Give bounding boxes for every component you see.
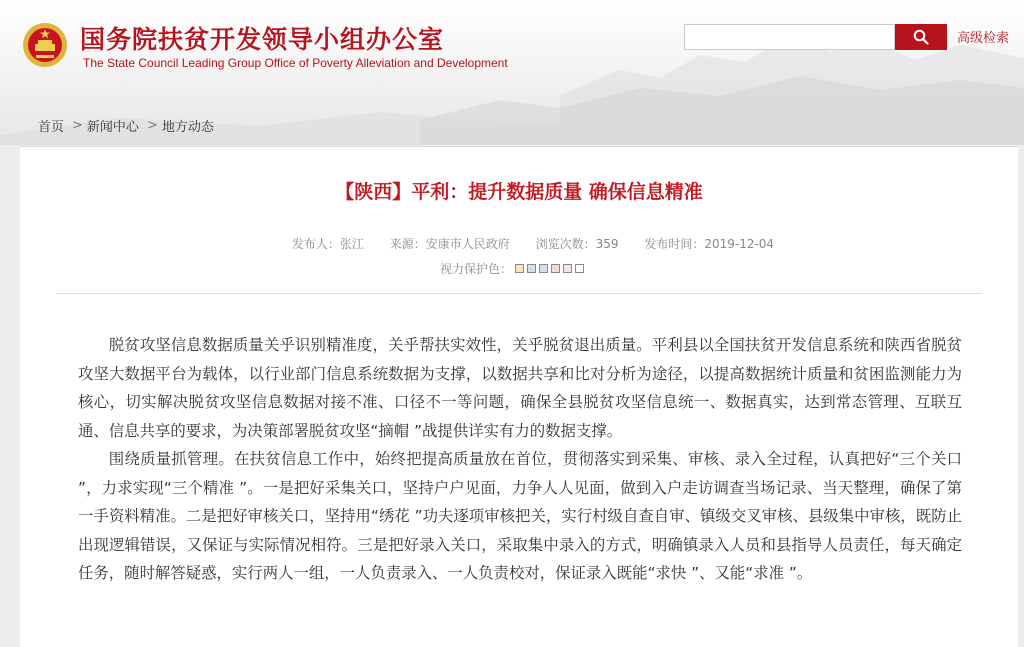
chevron-right-icon: > (146, 118, 158, 133)
breadcrumb-home[interactable]: 首页 (38, 120, 65, 135)
article-paragraph: 脱贫攻坚信息数据质量关乎识别精准度，关乎帮扶实效性，关乎脱贫退出质量。平利县以全国扶贫开发信息系统和陕西省脱贫攻坚大数据平台为载体，以行业部门信息系统数据为支撑，以数据共享和比对分析为途径，以提高数据统计质量和贫困监测能力为核心，切实解决脱贫攻坚信息数据对接不准、口径不一等问题，确保全县脱贫攻坚信息统一、数据真实，达到常态管理、互联互通、信息共享的要求，为决策部署脱贫攻坚“摘帽 ”战提供详实有力的数据支撑。 (78, 336, 962, 440)
color-swatch-pink[interactable] (551, 264, 560, 273)
breadcrumb-local[interactable]: 地方动态 (161, 120, 214, 135)
divider (56, 293, 982, 294)
chevron-right-icon: > (72, 118, 83, 133)
site-title: 国务院扶贫开发领导小组办公室 (80, 25, 445, 54)
eye-protection-colors (440, 260, 584, 277)
article-date: 发布时间：2019-12-04 (644, 237, 775, 251)
advanced-search-link[interactable]: 高级检索 (957, 31, 1010, 46)
breadcrumb-news[interactable]: 新闻中心 (86, 120, 139, 135)
national-emblem-icon (22, 22, 68, 68)
search-button[interactable] (895, 24, 947, 50)
color-swatch-white[interactable] (575, 264, 584, 273)
article-title: 【陕西】平利：提升数据质量 确保信息精准 (335, 181, 703, 203)
article-source: 来源：安康市人民政府 (389, 237, 510, 251)
article-body (78, 331, 962, 588)
eye-protection-label: 视力保护色： (440, 262, 513, 276)
color-swatch-cyan[interactable] (527, 264, 536, 273)
article-paragraph: 围绕质量抓管理。在扶贫信息工作中，始终把提高质量放在首位，贯彻落实到采集、审核、录入全过程，认真把好“三个关口 ”，力求实现“三个精准 ”。一是把好采集关口，坚持户户见面，力争人人见面，做到入户走访调查当场记录、当天整理，确保了第一手资料精准。二是把好审核关口，坚持用“绣花 ”功夫逐项审核把关，实行村级自查自审、镇级交叉审核、县级集中审核，既防止出现逻辑错误，又保证与实际情况相符。三是把好录入关口，采取集中录入的方式，明确镇录入人员和县指导人员责任，每天确定任务，随时解答疑惑，实行两人一组，一人负责录入、一人负责校对，保证录入既能“求快 ”、又能“求准 ”。 (78, 450, 962, 582)
color-swatch-lavender[interactable] (563, 264, 572, 273)
search-input[interactable] (684, 24, 895, 50)
breadcrumb (38, 116, 214, 135)
site-title-english: The State Council Leading Group Office of Poverty Alleviation and Development (83, 56, 508, 70)
article-panel (20, 146, 1018, 647)
search-icon (913, 29, 929, 45)
color-swatch-yellow[interactable] (515, 264, 524, 273)
article-meta (20, 235, 1024, 252)
article-views: 浏览次数：359 (535, 237, 619, 251)
color-swatch-blue[interactable] (539, 264, 548, 273)
article-publisher: 发布人：张江 (291, 237, 364, 251)
